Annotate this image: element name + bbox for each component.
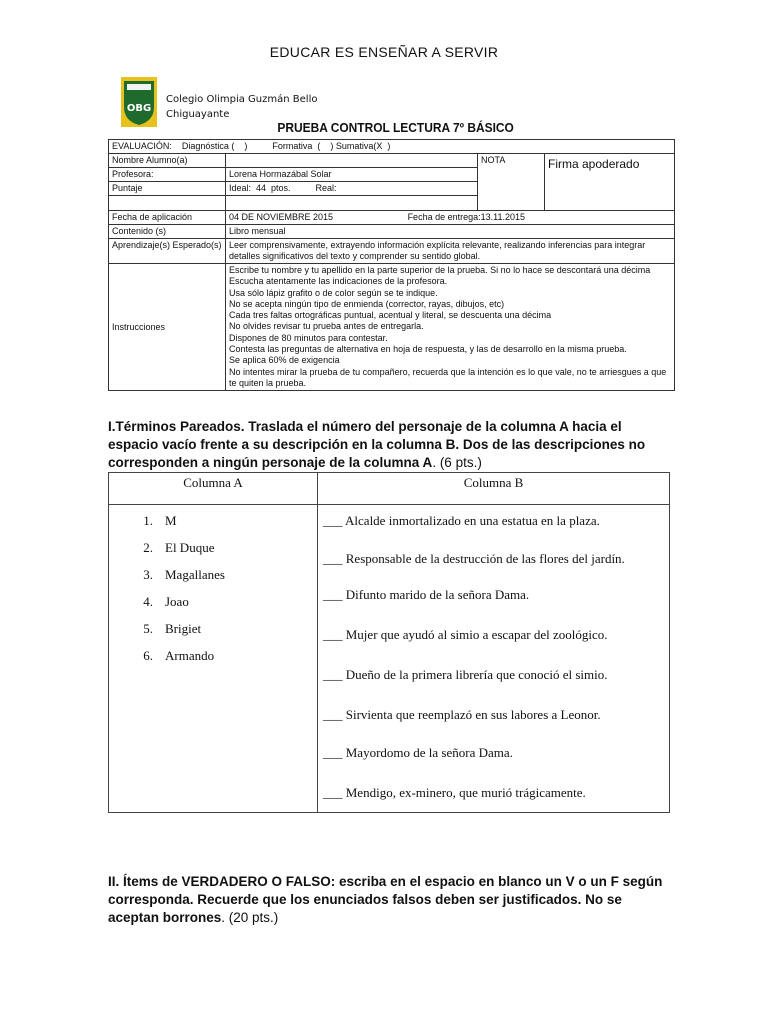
instruction-item: Usa sólo lápiz grafito o de color según se te indique.: [229, 287, 438, 298]
content-value: Libro mensual: [226, 225, 675, 239]
matching-table: [108, 472, 670, 813]
grade-label: NOTA: [478, 154, 545, 211]
school-motto: EDUCAR ES ENSEÑAR A SERVIR: [269, 44, 499, 60]
dates-cell: [226, 211, 675, 225]
column-a-header: Columna A: [109, 473, 318, 505]
column-a-item: 1. M: [143, 513, 177, 528]
column-b-item[interactable]: ___ Dueño de la primera librería que conoció el simio.: [323, 667, 608, 682]
school-city: Chiguayante: [166, 109, 230, 120]
column-a-item: 3. Magallanes: [143, 567, 225, 582]
teacher-value: Lorena Hormazábal Solar: [226, 168, 478, 182]
teacher-label: Profesora:: [109, 168, 226, 182]
section-1-points: . (6 pts.): [432, 455, 482, 470]
application-date-label: Fecha de aplicación: [109, 211, 226, 225]
instruction-item: Escucha atentamente las indicaciones de la profesora.: [229, 276, 448, 287]
section-1-instructions: I.Términos Pareados. Traslada el número del personaje de la columna A hacia el espacio vacío frente a su descripción en la columna B. Dos de las descripciones no corresponden a ningún personaje de la columna A: [108, 419, 646, 470]
score-value: Ideal: 44 ptos. Real:: [226, 182, 478, 196]
instruction-item: Cada tres faltas ortográficas puntual, acentual y literal, se descuenta una décima: [229, 310, 552, 321]
section-2-instructions: II. Ítems de VERDADERO O FALSO: escriba en el espacio en blanco un V o un F según corresponda. Recuerde que los enunciados falsos deben ser justificados. No se aceptan borrones: [108, 874, 663, 925]
column-b-header: Columna B: [318, 473, 670, 505]
instruction-item: Escribe tu nombre y tu apellido en la parte superior de la prueba. Si no lo hace se descontará una décima: [229, 265, 651, 275]
column-b-item[interactable]: ___ Mayordomo de la señora Dama.: [323, 745, 513, 760]
instruction-item: Se aplica 60% de exigencia: [229, 355, 340, 366]
column-b-list: [318, 505, 670, 813]
instruction-item: Dispones de 80 minutos para contestar.: [229, 332, 388, 343]
instruction-item: No se acepta ningún tipo de enmienda (corrector, rayas, dibujos, etc): [229, 298, 505, 309]
column-b-item[interactable]: ___ Mendigo, ex-minero, que murió trágicamente.: [323, 785, 586, 800]
score-label: Puntaje: [109, 182, 226, 196]
section-2-heading: [108, 873, 668, 927]
column-b-item[interactable]: ___ Sirvienta que reemplazó en sus labores a Leonor.: [323, 707, 601, 722]
column-a-item: 2. El Duque: [143, 540, 215, 555]
application-date-value: 04 DE NOVIEMBRE 2015: [229, 212, 334, 222]
column-b-item[interactable]: ___ Difunto marido de la señora Dama.: [323, 587, 530, 602]
column-b-item[interactable]: ___ Alcalde inmortalizado en una estatua en la plaza.: [323, 513, 600, 528]
column-b-item[interactable]: ___ Mujer que ayudó al simio a escapar del zoológico.: [323, 627, 608, 642]
delivery-date: Fecha de entrega:13.11.2015: [407, 212, 525, 222]
test-title: PRUEBA CONTROL LECTURA 7º BÁSICO: [277, 120, 514, 135]
school-info: [166, 92, 317, 122]
learning-label: Aprendizaje(s) Esperado(s): [109, 239, 226, 264]
instruction-item: Contesta las preguntas de alternativa en hoja de respuesta, y las de desarrollo en la misma prueba.: [229, 344, 627, 355]
instruction-item: No olvides revisar tu prueba antes de entregarla.: [229, 321, 424, 332]
section-1-heading: [108, 418, 668, 472]
instructions-list: [226, 264, 675, 391]
parent-signature-box[interactable]: Firma apoderado: [545, 154, 675, 211]
info-table: [108, 139, 675, 391]
column-b-item[interactable]: ___ Responsable de la destrucción de las flores del jardín.: [323, 551, 625, 566]
content-label: Contenido (s): [109, 225, 226, 239]
column-a-item: 4. Joao: [143, 594, 189, 609]
evaluation-type: EVALUACIÓN: Diagnóstica ( ) Formativa ( ) Sumativa(X ): [109, 140, 675, 154]
column-a-item: 6. Armando: [143, 648, 215, 663]
column-a-item: 5. Brigiet: [143, 621, 202, 636]
learning-value: Leer comprensivamente, extrayendo información explícita relevante, realizando inferencias para integrar detalles significativos del texto y comprender su sentido global.: [226, 239, 675, 264]
section-2-points: . (20 pts.): [221, 910, 279, 925]
school-name: Colegio Olimpia Guzmán Bello: [166, 94, 318, 105]
student-name-field[interactable]: [226, 154, 478, 168]
student-name-label: Nombre Alumno(a): [109, 154, 226, 168]
instructions-label: Instrucciones: [109, 264, 226, 391]
instruction-item: No intentes mirar la prueba de tu compañero, recuerda que la intención es lo que vale, no te arriesgues a que te quiten la prueba.: [229, 366, 667, 388]
logo-initials: OBG: [126, 103, 152, 114]
column-a-list: [109, 505, 318, 813]
